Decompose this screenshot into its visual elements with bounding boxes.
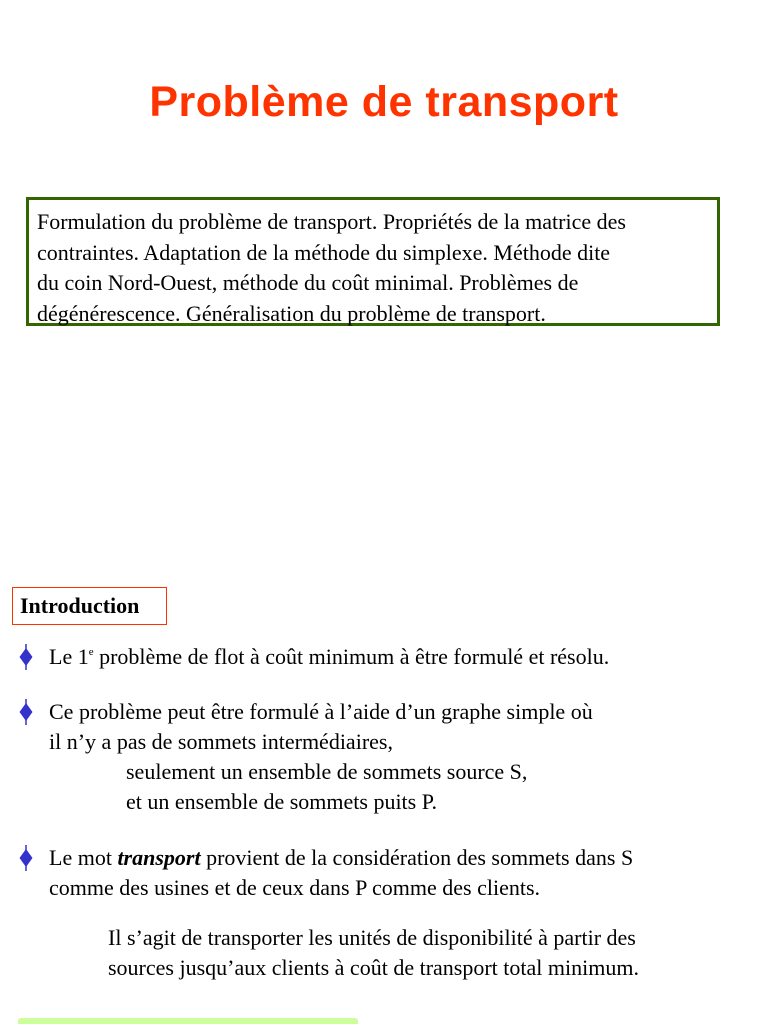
bullet-paragraph-3 (49, 843, 633, 903)
summary-line: contraintes. Adaptation de la méthode du simplexe. Méthode dite (37, 239, 611, 265)
bullet-line (49, 843, 633, 873)
bullet-line: Ce problème peut être formulé à l’aide d’un graphe simple où (49, 699, 593, 724)
summary-line: du coin Nord-Ouest, méthode du coût minimal. Problèmes de (37, 270, 579, 295)
diamond-bullet-icon (17, 699, 35, 725)
page-title: Problème de transport (149, 78, 619, 126)
bullet-line-indented: et un ensemble de sommets puits P. (126, 789, 438, 814)
sub-paragraph-line: sources jusqu’aux clients à coût de transport total minimum. (108, 955, 639, 980)
bullet-text: Le mot (49, 845, 118, 870)
sub-paragraph (108, 923, 639, 983)
bullet-text: provient de la considération des sommets dans S (200, 845, 634, 870)
ordinal-superscript: e (88, 646, 94, 658)
bullet-line-indented: seulement un ensemble de sommets source S, (126, 759, 528, 784)
bottom-highlight-bar (18, 1018, 358, 1024)
emphasis-transport: transport (117, 845, 201, 870)
bullet-text: problème de flot à coût minimum à être formulé et résolu. (93, 644, 610, 669)
sub-paragraph-line: Il s’agit de transporter les unités de disponibilité à partir des (108, 925, 636, 950)
section-heading-introduction: Introduction (12, 587, 167, 625)
summary-box (26, 197, 720, 326)
diamond-bullet-icon (17, 644, 35, 670)
bullet-paragraph-1 (49, 642, 609, 672)
bullet-line: il n’y a pas de sommets intermédiaires, (49, 729, 393, 754)
bullet-text: Le 1 (49, 644, 89, 669)
summary-line: dégénérescence. Généralisation du problème de transport. (37, 300, 546, 326)
bullet-paragraph-2 (49, 697, 593, 817)
diamond-bullet-icon (17, 845, 35, 871)
bullet-line: comme des usines et de ceux dans P comme des clients. (49, 875, 541, 900)
summary-line: Formulation du problème de transport. Propriétés de la matrice des (37, 209, 626, 234)
